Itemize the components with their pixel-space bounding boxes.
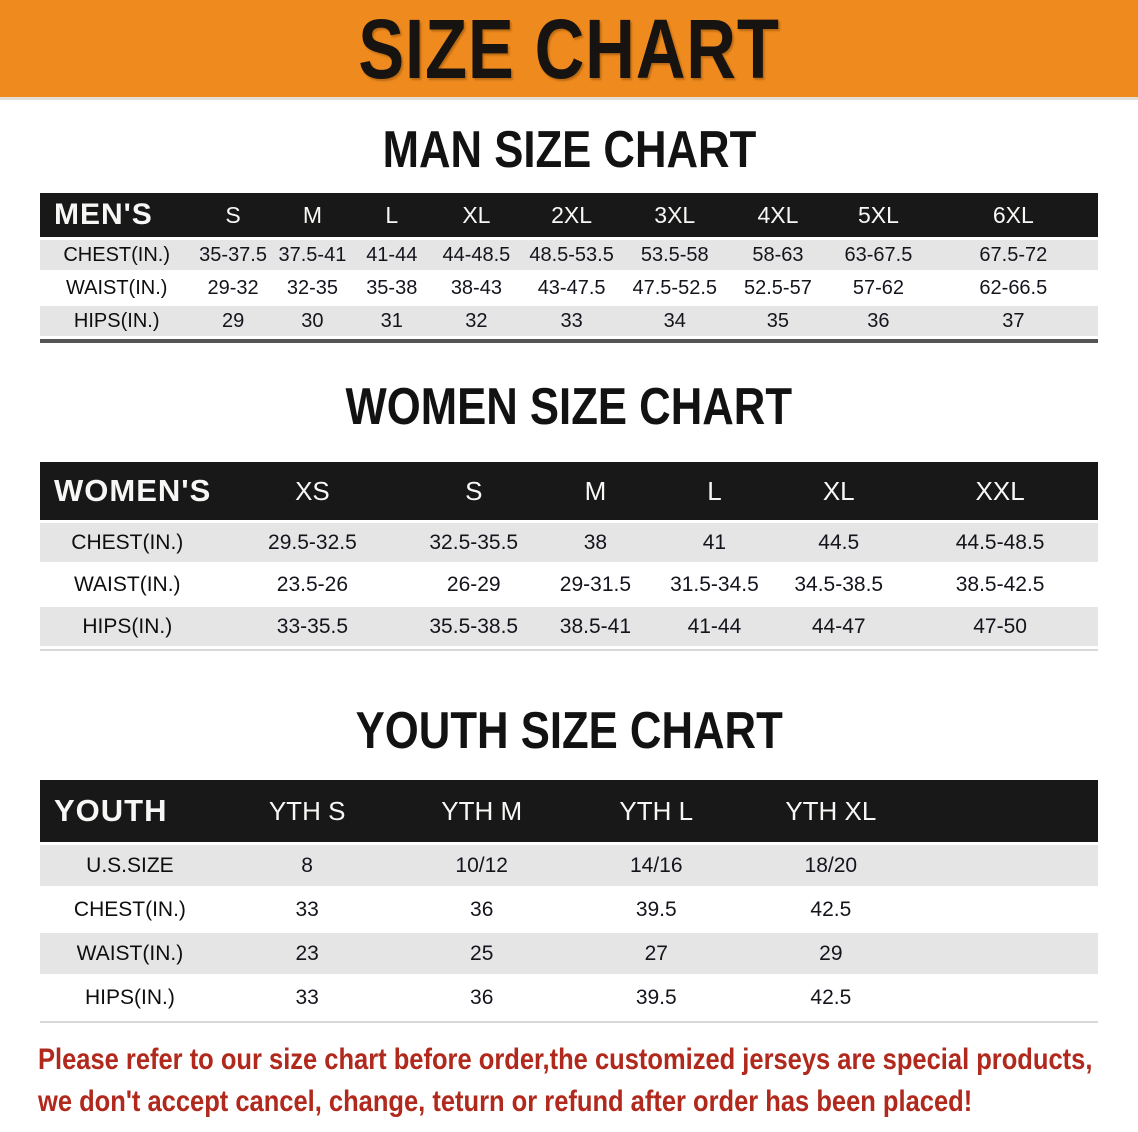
size-value: 41-44	[352, 240, 431, 270]
table-title: YOUTH	[40, 780, 220, 842]
size-header-row	[40, 193, 1098, 237]
size-value: 38-43	[431, 273, 521, 303]
disclaimer	[0, 1039, 1138, 1123]
disclaimer-line1: Please refer to our size chart before order,the customized jerseys are special products,	[38, 1043, 1093, 1076]
women-heading-text: WOMEN SIZE CHART	[345, 378, 793, 436]
size-value: 42.5	[744, 889, 919, 930]
size-header-row	[40, 780, 1098, 842]
size-value: 38.5-42.5	[902, 565, 1098, 604]
size-column-header: YTH L	[569, 780, 744, 842]
spacer-cell	[918, 889, 1098, 930]
size-column-header: XS	[215, 462, 411, 520]
size-value: 58-63	[728, 240, 829, 270]
measurement-row	[40, 565, 1098, 604]
size-value: 57-62	[828, 273, 929, 303]
row-label: WAIST(IN.)	[40, 933, 220, 974]
size-value: 38	[537, 523, 653, 562]
youth-section-heading	[0, 701, 1138, 761]
size-value: 35-37.5	[193, 240, 272, 270]
size-column-header: 4XL	[728, 193, 829, 237]
size-column-header: 3XL	[622, 193, 728, 237]
spacer-cell	[918, 845, 1098, 886]
size-value: 38.5-41	[537, 607, 653, 646]
size-value: 35	[728, 306, 829, 336]
table-title: MEN'S	[40, 193, 193, 237]
size-value: 36	[828, 306, 929, 336]
men-heading-text: MAN SIZE CHART	[382, 121, 756, 179]
size-value: 33-35.5	[215, 607, 411, 646]
size-value: 44-47	[775, 607, 902, 646]
size-column-header: M	[537, 462, 653, 520]
size-column-header: S	[410, 462, 537, 520]
size-value: 26-29	[410, 565, 537, 604]
size-value: 25	[394, 933, 569, 974]
size-value: 33	[220, 977, 395, 1018]
section-men	[0, 120, 1138, 343]
size-column-header: XXL	[902, 462, 1098, 520]
size-value: 39.5	[569, 977, 744, 1018]
youth-heading-text: YOUTH SIZE CHART	[355, 702, 783, 760]
men-size-table	[40, 190, 1098, 343]
size-value: 31	[352, 306, 431, 336]
row-label: HIPS(IN.)	[40, 607, 215, 646]
size-value: 44.5-48.5	[902, 523, 1098, 562]
size-column-header: 5XL	[828, 193, 929, 237]
size-column-header: M	[273, 193, 352, 237]
size-value: 67.5-72	[929, 240, 1098, 270]
size-value: 35-38	[352, 273, 431, 303]
size-value: 10/12	[394, 845, 569, 886]
women-section-heading	[0, 377, 1138, 437]
size-column-header: XL	[775, 462, 902, 520]
size-value: 27	[569, 933, 744, 974]
size-value: 44-48.5	[431, 240, 521, 270]
size-value: 32	[431, 306, 521, 336]
spacer-cell	[918, 933, 1098, 974]
men-section-heading	[0, 120, 1138, 180]
size-value: 18/20	[744, 845, 919, 886]
size-value: 43-47.5	[521, 273, 622, 303]
row-label: WAIST(IN.)	[40, 273, 193, 303]
size-value: 33	[220, 889, 395, 930]
size-value: 53.5-58	[622, 240, 728, 270]
size-value: 34.5-38.5	[775, 565, 902, 604]
measurement-row	[40, 523, 1098, 562]
size-value: 44.5	[775, 523, 902, 562]
size-value: 48.5-53.5	[521, 240, 622, 270]
charts-area	[0, 120, 1138, 1023]
section-women	[0, 377, 1138, 651]
row-label: WAIST(IN.)	[40, 565, 215, 604]
banner-title: SIZE CHART	[358, 1, 780, 96]
women-size-table	[40, 459, 1098, 651]
size-column-header: YTH M	[394, 780, 569, 842]
size-value: 41	[654, 523, 776, 562]
size-value: 29-32	[193, 273, 272, 303]
size-value: 29	[193, 306, 272, 336]
size-value: 32.5-35.5	[410, 523, 537, 562]
size-value: 23.5-26	[215, 565, 411, 604]
size-value: 8	[220, 845, 395, 886]
spacer-cell	[918, 977, 1098, 1018]
size-value: 37	[929, 306, 1098, 336]
size-value: 41-44	[654, 607, 776, 646]
measurement-row	[40, 845, 1098, 886]
section-youth	[0, 701, 1138, 1023]
size-value: 29	[744, 933, 919, 974]
disclaimer-line2: we don't accept cancel, change, teturn or refund after order has been placed!	[38, 1085, 973, 1118]
size-column-header: S	[193, 193, 272, 237]
table-title: WOMEN'S	[40, 462, 215, 520]
size-header-row	[40, 462, 1098, 520]
row-label: CHEST(IN.)	[40, 240, 193, 270]
size-value: 14/16	[569, 845, 744, 886]
size-value: 63-67.5	[828, 240, 929, 270]
measurement-row	[40, 240, 1098, 270]
row-label: CHEST(IN.)	[40, 889, 220, 930]
measurement-row	[40, 306, 1098, 336]
size-column-header: 2XL	[521, 193, 622, 237]
banner	[0, 0, 1138, 100]
measurement-row	[40, 273, 1098, 303]
size-value: 47-50	[902, 607, 1098, 646]
spacer-cell	[918, 780, 1098, 842]
row-label: HIPS(IN.)	[40, 977, 220, 1018]
row-label: U.S.SIZE	[40, 845, 220, 886]
size-value: 36	[394, 889, 569, 930]
size-value: 33	[521, 306, 622, 336]
measurement-row	[40, 607, 1098, 646]
size-value: 62-66.5	[929, 273, 1098, 303]
size-value: 35.5-38.5	[410, 607, 537, 646]
size-value: 31.5-34.5	[654, 565, 776, 604]
size-column-header: L	[654, 462, 776, 520]
youth-size-table	[40, 777, 1098, 1023]
size-column-header: L	[352, 193, 431, 237]
size-column-header: XL	[431, 193, 521, 237]
size-value: 42.5	[744, 977, 919, 1018]
size-value: 37.5-41	[273, 240, 352, 270]
measurement-row	[40, 933, 1098, 974]
size-value: 47.5-52.5	[622, 273, 728, 303]
size-column-header: YTH XL	[744, 780, 919, 842]
size-value: 30	[273, 306, 352, 336]
size-value: 29.5-32.5	[215, 523, 411, 562]
size-value: 36	[394, 977, 569, 1018]
row-label: CHEST(IN.)	[40, 523, 215, 562]
measurement-row	[40, 977, 1098, 1018]
size-value: 39.5	[569, 889, 744, 930]
size-column-header: YTH S	[220, 780, 395, 842]
row-label: HIPS(IN.)	[40, 306, 193, 336]
size-value: 52.5-57	[728, 273, 829, 303]
measurement-row	[40, 889, 1098, 930]
size-value: 34	[622, 306, 728, 336]
size-value: 29-31.5	[537, 565, 653, 604]
size-value: 32-35	[273, 273, 352, 303]
size-value: 23	[220, 933, 395, 974]
size-column-header: 6XL	[929, 193, 1098, 237]
